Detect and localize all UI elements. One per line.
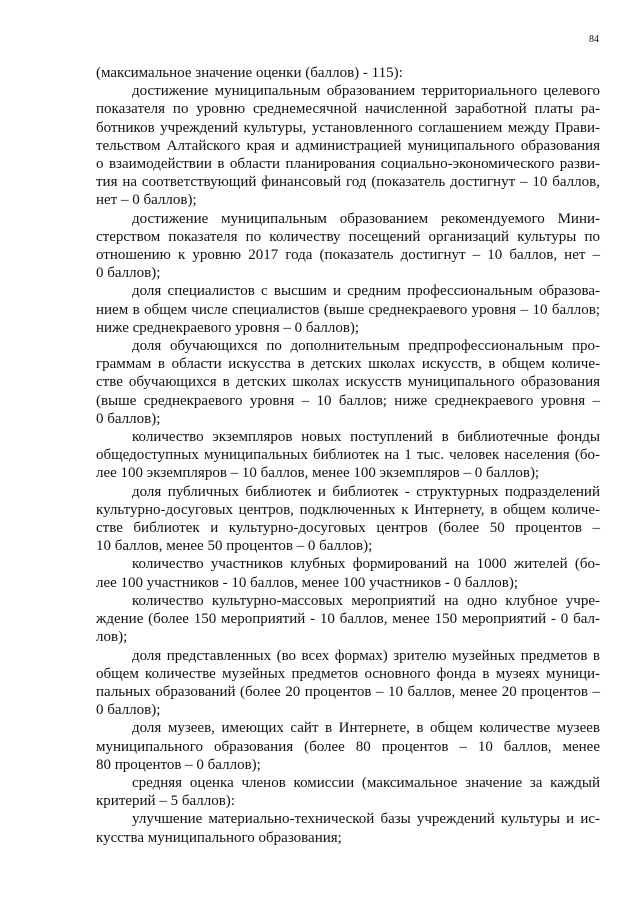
text-line: общедоступных муниципальных библиотек на 1 тыс. человек населения (бо- xyxy=(96,447,600,464)
text-line: общем количестве музейных предметов основного фонда в музеях муници- xyxy=(96,665,600,682)
text-line: лее 100 участников - 10 баллов, менее 100 участников - 0 баллов); xyxy=(96,574,519,591)
text-line: 0 баллов); xyxy=(96,702,161,719)
text-line: количество культурно-массовых мероприятий на одно клубное учре- xyxy=(132,592,600,609)
text-line: доля музеев, имеющих сайт в Интернете, в общем количестве музеев xyxy=(132,720,600,737)
text-line: стве обучающихся в детских школах искусств муниципального образования xyxy=(96,374,600,391)
text-line: улучшение материально-технической базы учреждений культуры и ис- xyxy=(132,811,600,828)
text-line: доля представленных (во всех формах) зрителю музейных предметов в xyxy=(132,647,600,664)
text-line: количество участников клубных формирований на 1000 жителей (бо- xyxy=(132,556,600,573)
text-line: (максимальное значение оценки (баллов) - 115): xyxy=(96,65,403,81)
text-line: (выше среднекраевого уровня – 10 баллов; ниже среднекраевого уровня – xyxy=(96,392,600,409)
text-line: средняя оценка членов комиссии (максимальное значение за каждый xyxy=(132,774,600,791)
text-line: стве библиотек и культурно-досуговых центров (более 50 процентов – xyxy=(96,520,600,537)
text-line: стерством показателя по количеству посещений организаций культуры по xyxy=(96,228,600,245)
text-line: граммам в области искусства в детских школах искусств, в общем количе- xyxy=(96,356,600,373)
text-line: нет – 0 баллов); xyxy=(96,192,197,209)
body-text xyxy=(96,64,600,847)
text-line: доля специалистов с высшим и средним профессиональным образова- xyxy=(132,283,600,300)
text-line: лее 100 экземпляров – 10 баллов, менее 100 экземпляров – 0 баллов); xyxy=(96,465,540,482)
text-line: нием в общем числе специалистов (выше среднекраевого уровня – 10 баллов; xyxy=(96,301,600,318)
text-line: количество экземпляров новых поступлений в библиотечные фонды xyxy=(132,429,600,446)
text-line: 0 баллов); xyxy=(96,410,161,427)
text-line: кусства муниципального образования; xyxy=(96,829,342,846)
text-line: доля публичных библиотек и библиотек - структурных подразделений xyxy=(132,483,600,500)
text-line: ботников учреждений культуры, установленного соглашением между Прави- xyxy=(96,119,600,136)
text-line: достижение муниципальным образованием рекомендуемого Мини- xyxy=(132,210,600,227)
text-line: тельством Алтайского края и администрацией муниципального образования xyxy=(96,137,600,154)
text-line: 80 процентов – 0 баллов); xyxy=(96,756,261,773)
text-line: муниципального образования (более 80 процентов – 10 баллов, менее xyxy=(96,738,600,755)
text-line: культурно-досуговых центров, подключенных к Интернету, в общем количе- xyxy=(96,501,600,518)
text-line: пальных образований (более 20 процентов – 10 баллов, менее 20 процентов – xyxy=(96,683,600,700)
text-line: ждение (более 150 мероприятий - 10 баллов, менее 150 мероприятий - 0 бал- xyxy=(96,611,600,628)
text-line: лов); xyxy=(96,629,128,646)
text-line: критерий – 5 баллов): xyxy=(96,793,235,810)
text-line: отношению к уровню 2017 года (показатель достигнут – 10 баллов, нет – xyxy=(96,247,600,264)
text-line: ниже среднекраевого уровня – 0 баллов); xyxy=(96,319,360,336)
text-line: 0 баллов); xyxy=(96,265,161,282)
text-line: о взаимодействии в области планирования социально-экономического разви- xyxy=(96,156,600,173)
text-line: достижение муниципальным образованием территориального целевого xyxy=(132,83,600,100)
text-line: доля обучающихся по дополнительным предпрофессиональным про- xyxy=(132,338,600,355)
page-number: 84 xyxy=(589,34,599,45)
text-line: 10 баллов, менее 50 процентов – 0 баллов); xyxy=(96,538,373,555)
text-line: показателя по уровню среднемесячной начисленной заработной платы ра- xyxy=(96,101,600,118)
text-line: тия на соответствующий финансовый год (показатель достигнут – 10 баллов, xyxy=(96,174,600,191)
